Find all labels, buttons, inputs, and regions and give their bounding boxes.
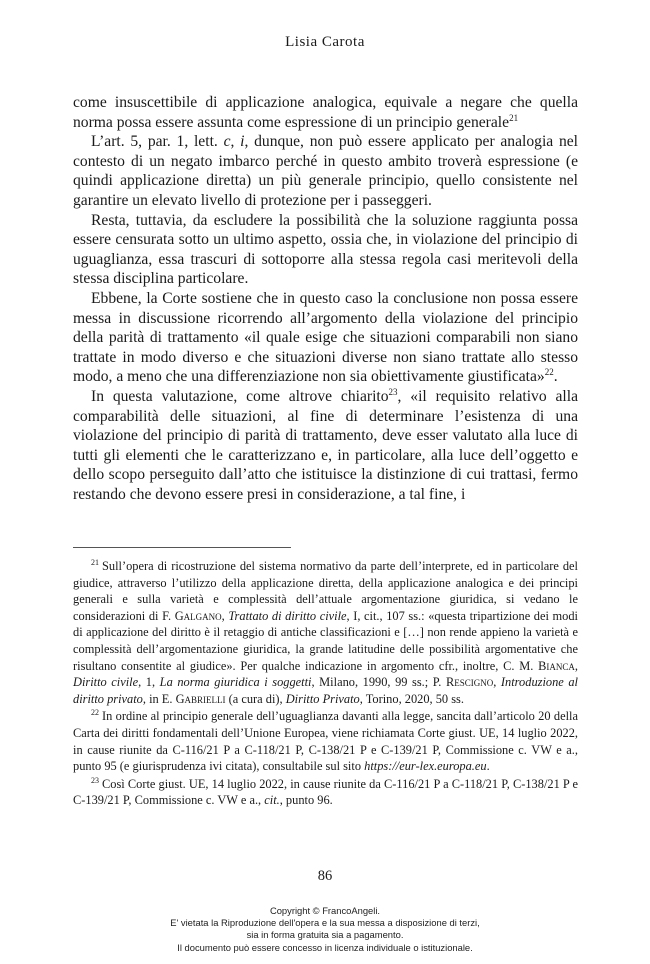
footnote-number: 22 [91, 708, 99, 718]
paragraph-5: In questa valutazione, come altrove chiarito$^{23}$, «il requisito relativo alla comparabilità delle situazioni, al fine di determinare l’esistenza di una violazione del principio di parità di trattamento, deve esser valutato alla luce di tutti gli elementi che le caratterizzano e, in particolare, alla luce dell’oggetto e dello scopo perseguito dall’atto che istituisce la distinzione di cui trattasi, fermo restando che devono essere presi in considerazione, a tal fine, i [73, 386, 578, 503]
footnote-23: $^{23}$ Così Corte giust. UE, 14 luglio 2022, in cause riunite da C-116/21 P a C-118/21 P, C-138/21 P e C-139/21 P, Commissione c. VW e a., cit., punto 96. [73, 775, 578, 808]
running-header-author: Lisia Carota [285, 34, 365, 50]
eur-lex-link[interactable]: https://eur-lex.europa.eu [364, 759, 487, 774]
copyright-line: sia in forma gratuita sia a pagamento. [246, 929, 404, 941]
footnote-21: $^{21}$ Sull’opera di ricostruzione del sistema normativo da parte dell’interprete, ed in particolare del giudice, attraverso l’utilizzo della applicazione diretta, della applicazione analogica e dei principi generali e sulla varietà e complessità dell’attuale argomentazione giuridica, si vedano le considerazioni di F. Galgano, Trattato di diritto civile, I, cit., 107 ss.: «questa tripartizione dei modi di applicazione del diritto è il retaggio di antiche classificazioni e […] non rende appieno la varietà e complessità dell’argomentazione giuridica, la grande latitudine delle possibilità argomentative che risultano consentite al giudice». Per qualche indicazione in argomento cfr., inoltre, C. M. Bianca, Diritto civile, 1, La norma giuridica i soggetti, Milano, 1990, 99 ss.; P. Rescigno, Introduzione al diritto privato, in E. Gabrielli (a cura di), Diritto Privato, Torino, 2020, 50 ss. [73, 557, 578, 706]
copyright-line: Copyright © FrancoAngeli. [269, 905, 381, 916]
footnote-separator [73, 547, 291, 548]
page-number: 86 [317, 868, 333, 884]
paragraph-1: come insuscettibile di applicazione analogica, equivale a negare che quella norma possa essere assunta come espressione di un principio generale$^{21}$ [73, 94, 578, 131]
footnote-number: 21 [91, 557, 99, 567]
paragraph-3: Resta, tuttavia, da escludere la possibilità che la soluzione raggiunta possa essere censurata sotto un ultimo aspetto, ossia che, in violazione del principio di uguaglianza, essa trascuri di sottoporre alla stessa regola casi meritevoli della stessa disciplina particolare. [73, 211, 578, 288]
paragraph-2: L’art. 5, par. 1, lett. c, i, dunque, non può essere applicato per analogia nel contesto di un negato imbarco perché in questo ambito troverà espressione (e quindi applicazione diretta) un più generale principio, quello consistente nel garantire un elevato livello di protezione per i passeggeri. [73, 133, 579, 209]
copyright-line: E' vietata la Riproduzione dell'opera e la sua messa a disposizione di terzi, [170, 917, 480, 929]
footnote-22: $^{22}$ In ordine al principio generale dell’uguaglianza davanti alla legge, sancita dall’articolo 20 della Carta dei diritti fondamentali dell’Unione Europea, viene richiamata Corte giust. UE, 14 luglio 2022, in cause riunite da C-116/21 P a C-118/21 P, C-138/21 P e C-139/21 P, Commissione c. VW e a., punto 95 (e giurisprudenza ivi citata), consultabile sul sito https://eur-lex.europa.eu. [73, 708, 578, 774]
footnote-ref-23[interactable]: 23 [388, 386, 398, 397]
footnote-ref-21[interactable]: 21 [509, 112, 519, 123]
footnote-ref-22[interactable]: 22 [544, 367, 554, 378]
footnote-number: 23 [91, 775, 99, 785]
copyright-line: Il documento può essere concesso in licenza individuale o istituzionale. [177, 941, 473, 953]
footnotes [73, 558, 578, 810]
copyright-notice [0, 905, 650, 954]
paragraph-4: Ebbene, la Corte sostiene che in questo caso la conclusione non possa essere messa in discussione ricorrendo all’argomento della violazione del principio della parità di trattamento «il quale esige che situazioni comparabili non siano trattate in modo diverso e che situazioni diverse non siano trattate allo stesso modo, a meno che una differenziazione non sia obiettivamente giustificata»$^{22}$. [73, 289, 578, 386]
main-text [73, 93, 578, 504]
